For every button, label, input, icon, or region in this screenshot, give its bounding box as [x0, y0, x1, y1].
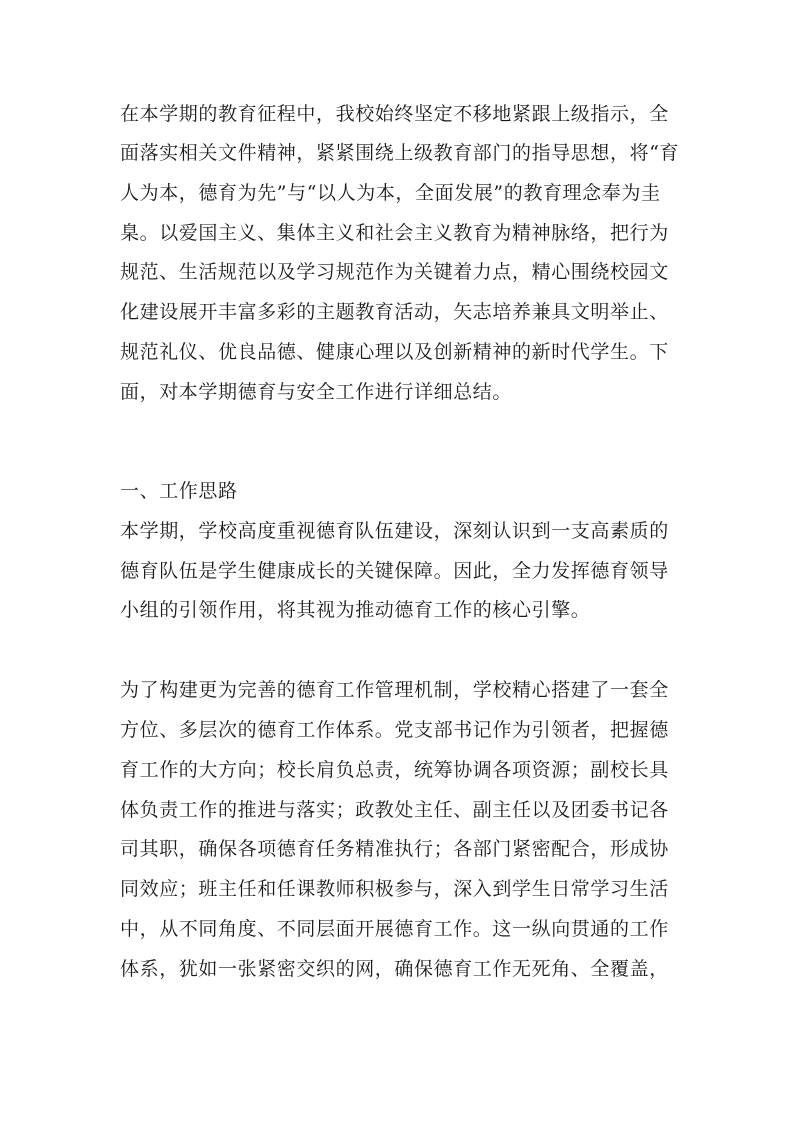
- section-heading: 一、工作思路: [120, 480, 238, 502]
- paragraph-1-line-7: 规范礼仪、优良品德、健康心理以及创新精神的新时代学生。下: [120, 341, 669, 363]
- paragraph-3-line-7: 中，从不同角度、不同层面开展德育工作。这一纵向贯通的工作: [120, 918, 669, 940]
- paragraph-3-line-1: 为了构建更为完善的德育工作管理机制，学校精心搭建了一套全: [120, 679, 669, 701]
- paragraph-2-line-2: 德育队伍是学生健康成长的关键保障。因此，全力发挥德育领导: [120, 560, 669, 582]
- paragraph-2-line-1: 本学期，学校高度重视德育队伍建设，深刻认识到一支高素质的: [120, 520, 669, 542]
- paragraph-1-line-2: 面落实相关文件精神，紧紧围绕上级教育部门的指导思想，将“育: [120, 142, 680, 164]
- paragraph-3-line-8: 体系，犹如一张紧密交织的网，确保德育工作无死角、全覆盖，: [120, 958, 669, 980]
- paragraph-1-line-1: 在本学期的教育征程中，我校始终坚定不移地紧跟上级指示，全: [120, 103, 669, 125]
- paragraph-2-line-3: 小组的引领作用，将其视为推动德育工作的核心引擎。: [120, 599, 591, 621]
- paragraph-1-line-8: 面，对本学期德育与安全工作进行详细总结。: [120, 381, 513, 403]
- paragraph-3-line-6: 同效应；班主任和任课教师积极参与，深入到学生日常学习生活: [120, 878, 669, 900]
- paragraph-1-line-5: 规范、生活规范以及学习规范作为关键着力点，精心围绕校园文: [120, 261, 669, 283]
- paragraph-1-line-6: 化建设展开丰富多彩的主题教育活动，矢志培养兼具文明举止、: [120, 301, 669, 323]
- paragraph-1-line-3: 人为本，德育为先”与“以人为本，全面发展”的教育理念奉为圭: [120, 182, 661, 204]
- paragraph-3-line-3: 育工作的大方向；校长肩负总责，统筹协调各项资源；副校长具: [120, 759, 669, 781]
- paragraph-3-line-2: 方位、多层次的德育工作体系。党支部书记作为引领者，把握德: [120, 719, 669, 741]
- paragraph-3-line-5: 司其职，确保各项德育任务精准执行；各部门紧密配合，形成协: [120, 838, 669, 860]
- paragraph-1-line-4: 臬。以爱国主义、集体主义和社会主义教育为精神脉络，把行为: [120, 222, 669, 244]
- paragraph-3-line-4: 体负责工作的推进与落实；政教处主任、副主任以及团委书记各: [120, 799, 669, 821]
